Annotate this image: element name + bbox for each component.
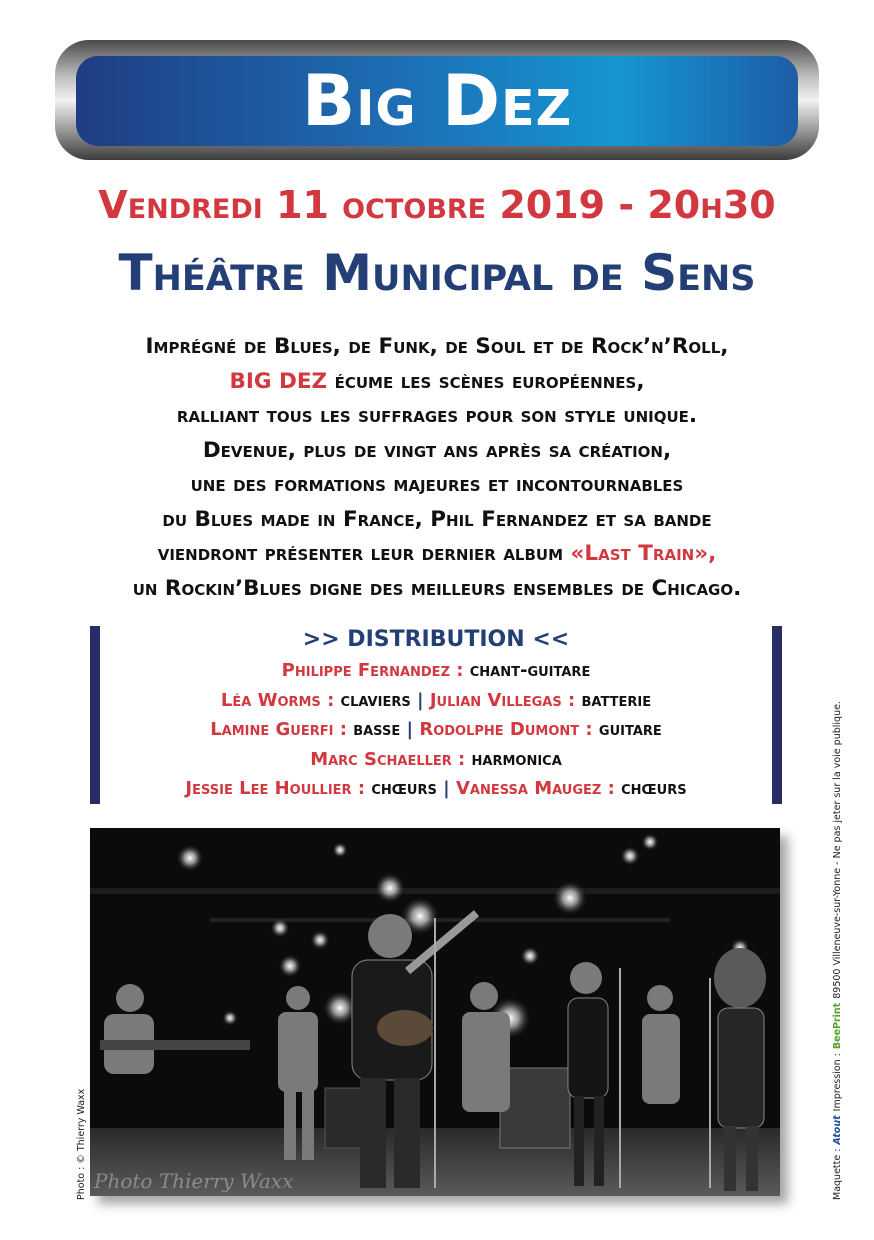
band-name-highlight: BIG DEZ <box>229 368 328 394</box>
musician-name: Jessie Lee Houllier : <box>185 778 366 799</box>
musician-name: Marc Schaeller : <box>310 748 466 770</box>
description-line: une des formations majeures et incontournables <box>190 472 684 497</box>
band-photo-illustration <box>90 828 780 1196</box>
band-title: Big Dez <box>301 60 573 142</box>
print-label: Impression : <box>832 1053 843 1112</box>
distribution-separator: | <box>443 778 450 799</box>
musician-role: guitare <box>598 719 662 740</box>
distribution-left-bar <box>90 626 100 804</box>
title-banner <box>76 56 798 146</box>
musician-role: chant-guitare <box>469 660 591 681</box>
event-date: Vendredi 11 octobre 2019 - 20h30 <box>98 183 776 227</box>
musician-name: Philippe Fernandez : <box>281 660 464 681</box>
distribution-row <box>100 745 772 775</box>
musician-name: Rodolphe Dumont : <box>419 719 593 740</box>
distribution-separator: | <box>416 689 424 711</box>
musician-role: harmonica <box>471 748 562 770</box>
musician-name: Léa Worms : <box>220 689 335 711</box>
distribution-title: >> DISTRIBUTION << <box>302 627 570 652</box>
description-line <box>40 537 834 572</box>
musician-role: basse <box>353 719 401 740</box>
event-venue: Théâtre Municipal de Sens <box>118 244 756 302</box>
layout-logo: Atout <box>832 1115 843 1145</box>
musician-role: claviers <box>340 689 411 711</box>
album-title: «Last Train», <box>570 541 717 566</box>
description-text: écume les scènes européennes, <box>327 368 645 394</box>
print-credits <box>832 701 843 1200</box>
description-line <box>40 365 834 400</box>
layout-label: Maquette : <box>832 1148 843 1200</box>
print-address: 89500 Villeneuve-sur-Yonne - Ne pas jeter sur la voie publique. <box>832 701 843 999</box>
photo-credit: Photo : © Thierry Waxx <box>76 1088 87 1200</box>
musician-name: Lamine Guerfi : <box>210 719 347 740</box>
musician-role: batterie <box>581 689 652 711</box>
musician-name: Vanessa Maugez : <box>455 778 615 799</box>
description-line: Imprégné de Blues, de Funk, de Soul et de Rock’n’Roll, <box>145 334 729 359</box>
description <box>40 330 834 606</box>
distribution-row <box>100 686 772 716</box>
musician-role: chœurs <box>621 778 687 799</box>
description-line: du Blues made in France, Phil Fernandez et sa bande <box>162 506 712 532</box>
musician-role: chœurs <box>371 778 437 799</box>
band-photo <box>90 828 780 1196</box>
distribution-row <box>100 656 772 686</box>
distribution-list <box>100 656 772 804</box>
description-line: ralliant tous les suffrages pour son style unique. <box>176 403 698 428</box>
distribution-separator: | <box>406 719 414 740</box>
photo-watermark: Photo Thierry Waxx <box>94 1169 294 1193</box>
distribution-right-bar <box>772 626 782 804</box>
printer-logo: BeePrint <box>832 1002 843 1050</box>
musician-name: Julian Villegas : <box>429 689 576 711</box>
description-text: viendront présenter leur dernier album <box>157 541 571 566</box>
description-line: Devenue, plus de vingt ans après sa création, <box>202 437 672 463</box>
description-line: un Rockin’Blues digne des meilleurs ensembles de Chicago. <box>132 575 742 601</box>
distribution-row <box>100 715 772 745</box>
distribution-row <box>100 774 772 804</box>
distribution-section <box>100 624 772 804</box>
